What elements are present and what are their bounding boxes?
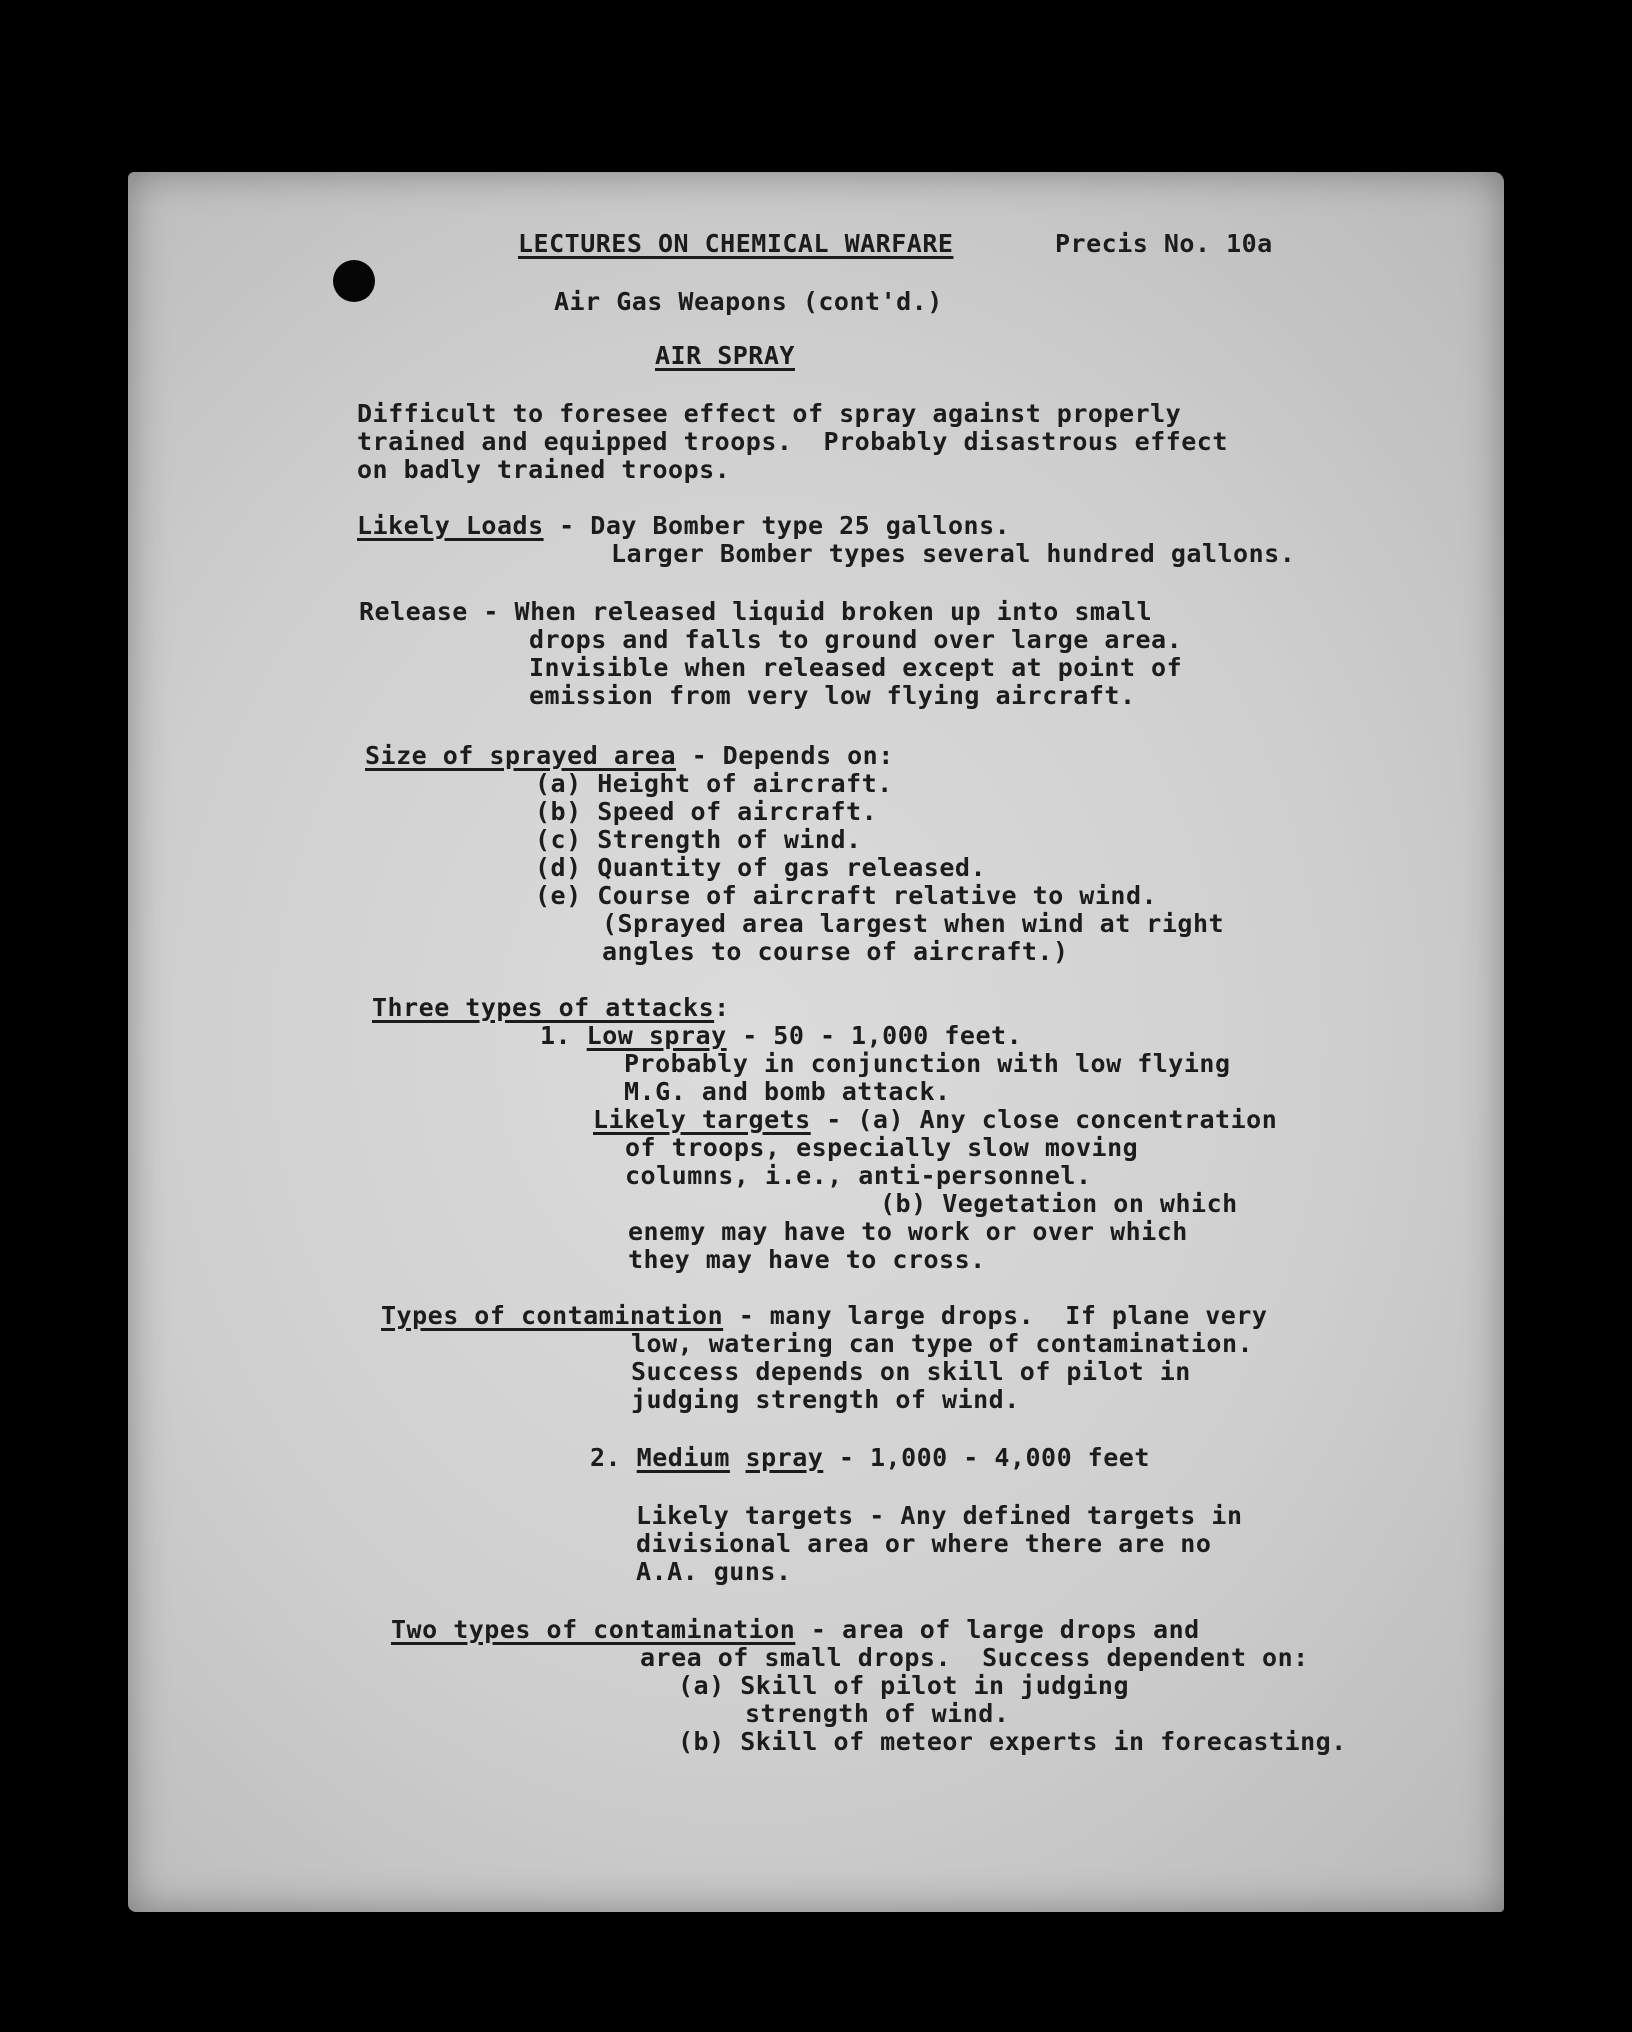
low-spray-targets-b-line-1: enemy may have to work or over which (628, 1217, 1188, 1246)
release-line-3: Invisible when released except at point of (529, 653, 1183, 682)
low-spray-targets-a-line-1: of troops, especially slow moving (625, 1133, 1139, 1162)
intro-line-2: trained and equipped troops. Probably disastrous effect (357, 427, 1228, 456)
contamination-low-line-3: judging strength of wind. (631, 1385, 1020, 1414)
document-page (128, 172, 1504, 1912)
contamination-medium-heading: Two types of contamination - area of large drops and (391, 1615, 1200, 1644)
low-spray-targets-b: (b) Vegetation on which (880, 1189, 1238, 1218)
likely-loads-line-2: Larger Bomber types several hundred gallons. (611, 539, 1296, 568)
medium-spray-label-1: Medium (636, 1443, 730, 1472)
low-spray-label: Low spray (586, 1021, 727, 1050)
sprayed-area-label: Size of sprayed area (365, 741, 677, 770)
likely-loads-text-1: Day Bomber type 25 gallons. (590, 511, 1011, 540)
document-title-line (518, 230, 953, 258)
punch-hole (333, 260, 375, 302)
attacks-heading: Three types of attacks: (372, 993, 730, 1022)
intro-line-3: on badly trained troops. (357, 455, 731, 484)
release-line-4: emission from very low flying aircraft. (529, 681, 1136, 710)
sprayed-area-heading: Size of sprayed area - Depends on: (365, 741, 894, 770)
contamination-medium-item-b: (b) Skill of meteor experts in forecasting. (678, 1727, 1347, 1756)
likely-loads-line-1: Likely Loads - Day Bomber type 25 gallons. (357, 511, 1011, 540)
subtitle: Air Gas Weapons (cont'd.) (554, 287, 943, 316)
sprayed-area-item-a: (a) Height of aircraft. (535, 769, 893, 798)
section-title: AIR SPRAY (655, 341, 795, 370)
low-spray-targets-label: Likely targets (593, 1105, 811, 1134)
contamination-low-line-2: Success depends on skill of pilot in (631, 1357, 1191, 1386)
contamination-low-heading: Types of contamination - many large drops. If plane very (381, 1301, 1268, 1330)
medium-targets-line-2: divisional area or where there are no (636, 1529, 1212, 1558)
intro-line-1: Difficult to foresee effect of spray against properly (357, 399, 1182, 428)
medium-targets-line-1: Likely targets - Any defined targets in (636, 1501, 1243, 1530)
sprayed-area-item-e: (e) Course of aircraft relative to wind. (535, 881, 1158, 910)
low-spray-targets-a: Likely targets - (a) Any close concentration (593, 1105, 1278, 1134)
sprayed-area-item-b: (b) Speed of aircraft. (535, 797, 878, 826)
contamination-low-line-1: low, watering can type of contamination. (631, 1329, 1254, 1358)
sprayed-area-note-1: (Sprayed area largest when wind at right (602, 909, 1225, 938)
sprayed-area-item-c: (c) Strength of wind. (535, 825, 862, 854)
low-spray-line-1: Probably in conjunction with low flying (624, 1049, 1231, 1078)
precis-number: Precis No. 10a (1055, 229, 1273, 258)
low-spray-heading: 1. Low spray - 50 - 1,000 feet. (540, 1021, 1023, 1050)
medium-spray-heading: 2. Medium spray - 1,000 - 4,000 feet (590, 1443, 1150, 1472)
likely-loads-label: Likely Loads (357, 511, 544, 540)
release-line-2: drops and falls to ground over large area. (529, 625, 1183, 654)
document-title: LECTURES ON CHEMICAL WARFARE (518, 229, 954, 258)
contamination-low-label: Types of contamination (381, 1301, 724, 1330)
attacks-label: Three types of attacks (372, 993, 715, 1022)
release-line-1: Release - When released liquid broken up into small (359, 597, 1153, 626)
contamination-medium-item-a-line-2: strength of wind. (745, 1699, 1010, 1728)
low-spray-line-2: M.G. and bomb attack. (624, 1077, 951, 1106)
medium-spray-label-2: spray (745, 1443, 824, 1472)
medium-targets-line-3: A.A. guns. (636, 1557, 792, 1586)
sprayed-area-item-d: (d) Quantity of gas released. (535, 853, 987, 882)
low-spray-targets-b-line-2: they may have to cross. (628, 1245, 986, 1274)
release-label: Release (359, 597, 468, 626)
contamination-medium-line-2: area of small drops. Success dependent on: (640, 1643, 1309, 1672)
low-spray-targets-a-line-2: columns, i.e., anti-personnel. (625, 1161, 1092, 1190)
contamination-medium-label: Two types of contamination (391, 1615, 796, 1644)
sprayed-area-note-2: angles to course of aircraft.) (602, 937, 1069, 966)
contamination-medium-item-a: (a) Skill of pilot in judging (678, 1671, 1130, 1700)
